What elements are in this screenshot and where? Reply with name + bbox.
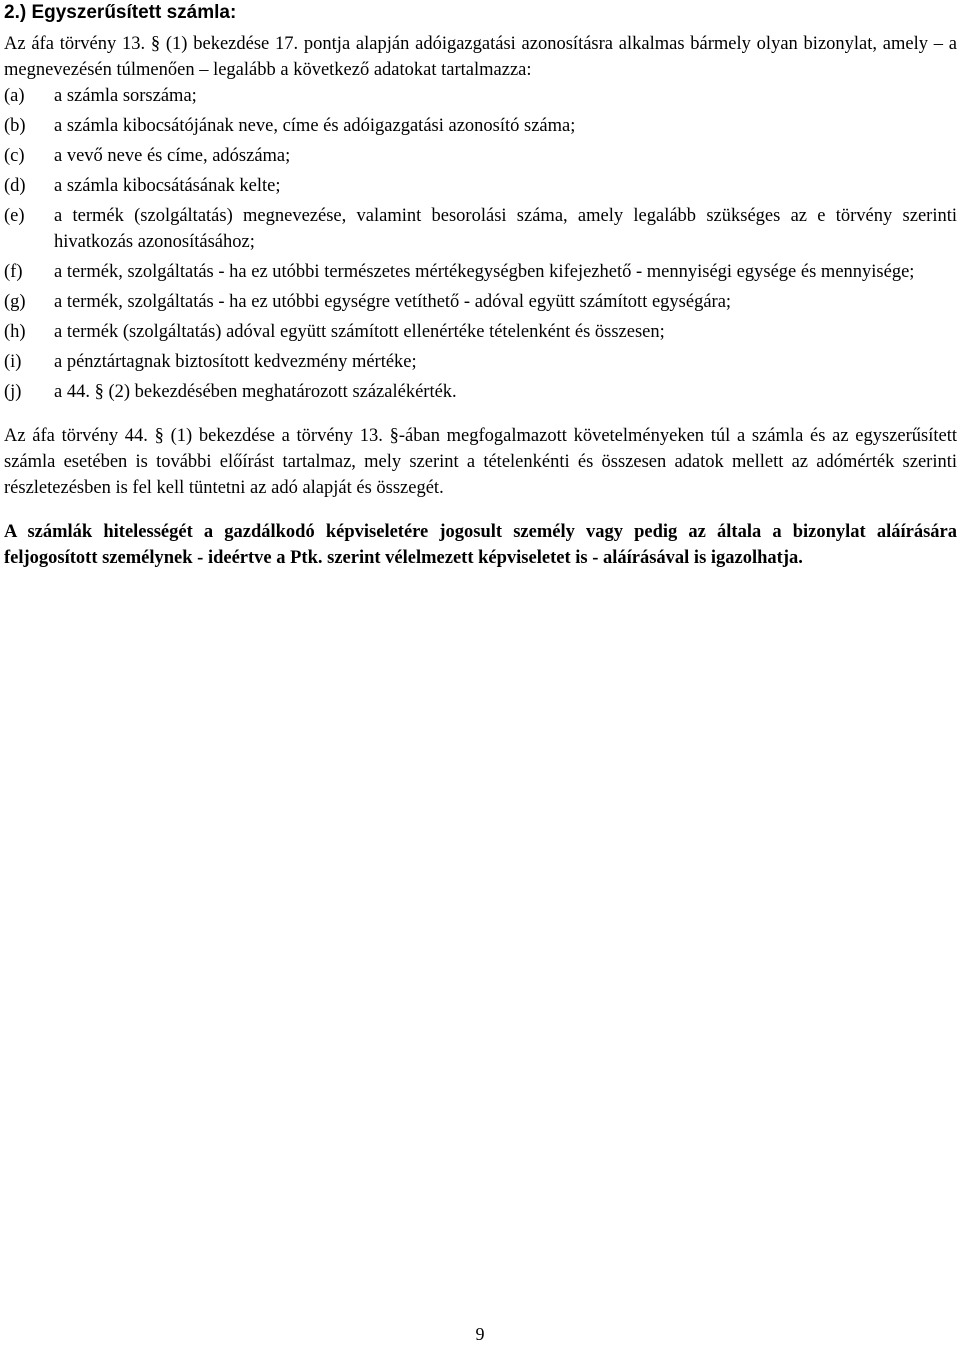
list-item-mark: (a) xyxy=(4,86,25,106)
list-item-text: a termék (szolgáltatás) megnevezése, valamint besorolási száma, amely legalább szükséges az e törvény szerinti hivatkozás azonosításához; xyxy=(54,206,957,252)
page-number: 9 xyxy=(475,1324,485,1344)
list-item xyxy=(4,203,957,255)
list-item-text: a termék, szolgáltatás - ha ez utóbbi egységre vetíthető - adóval együtt számított egységára; xyxy=(54,292,732,312)
bold-paragraph: A számlák hitelességét a gazdálkodó képviseletére jogosult személy vagy pedig az általa a bizonylat aláírására feljogosított személynek - ideértve a Ptk. szerint vélelmezett képviseletet is - aláírásával is igazolhatja. xyxy=(4,522,957,568)
requirements-list xyxy=(4,83,957,405)
list-item xyxy=(4,143,957,169)
list-item-mark: (c) xyxy=(4,146,25,166)
list-item-mark: (b) xyxy=(4,116,26,136)
body-paragraph: Az áfa törvény 44. § (1) bekezdése a törvény 13. §-ában megfogalmazott követelményeken túl a számla és az egyszerűsített számla esetében is további előírást tartalmaz, mely szerint a tételenkénti és összesen adatok mellett az adómérték szerinti részletezésben is fel kell tüntetni az adó alapját és összegét. xyxy=(4,426,957,498)
list-item xyxy=(4,113,957,139)
list-item xyxy=(4,173,957,199)
list-item xyxy=(4,259,957,285)
list-item-mark: (e) xyxy=(4,206,25,226)
list-item-mark: (h) xyxy=(4,322,26,342)
list-item-mark: (f) xyxy=(4,262,23,282)
list-item-text: a vevő neve és címe, adószáma; xyxy=(54,146,291,166)
list-item-text: a számla kibocsátásának kelte; xyxy=(54,176,281,196)
list-item-text: a számla kibocsátójának neve, címe és adóigazgatási azonosító száma; xyxy=(54,116,576,136)
list-item-text: a pénztártagnak biztosított kedvezmény mértéke; xyxy=(54,352,417,372)
list-item-mark: (d) xyxy=(4,176,26,196)
list-item xyxy=(4,349,957,375)
list-item xyxy=(4,289,957,315)
list-item xyxy=(4,379,957,405)
list-item-text: a számla sorszáma; xyxy=(54,86,197,106)
list-item-mark: (j) xyxy=(4,382,22,402)
list-item-mark: (g) xyxy=(4,292,26,312)
list-item xyxy=(4,319,957,345)
document-page xyxy=(4,0,957,571)
list-item-mark: (i) xyxy=(4,352,22,372)
list-item-text: a 44. § (2) bekezdésében meghatározott százalékérték. xyxy=(54,382,457,402)
section-heading: 2.) Egyszerűsített számla: xyxy=(4,2,237,23)
list-item-text: a termék (szolgáltatás) adóval együtt számított ellenértéke tételenként és összesen; xyxy=(54,322,665,342)
list-item xyxy=(4,83,957,109)
list-item-text: a termék, szolgáltatás - ha ez utóbbi természetes mértékegységben kifejezhető - mennyiségi egysége és mennyisége; xyxy=(54,262,915,282)
intro-paragraph: Az áfa törvény 13. § (1) bekezdése 17. pontja alapján adóigazgatási azonosításra alkalmas bármely olyan bizonylat, amely – a megnevezésén túlmenően – legalább a következő adatokat tartalmazza: xyxy=(4,34,957,80)
